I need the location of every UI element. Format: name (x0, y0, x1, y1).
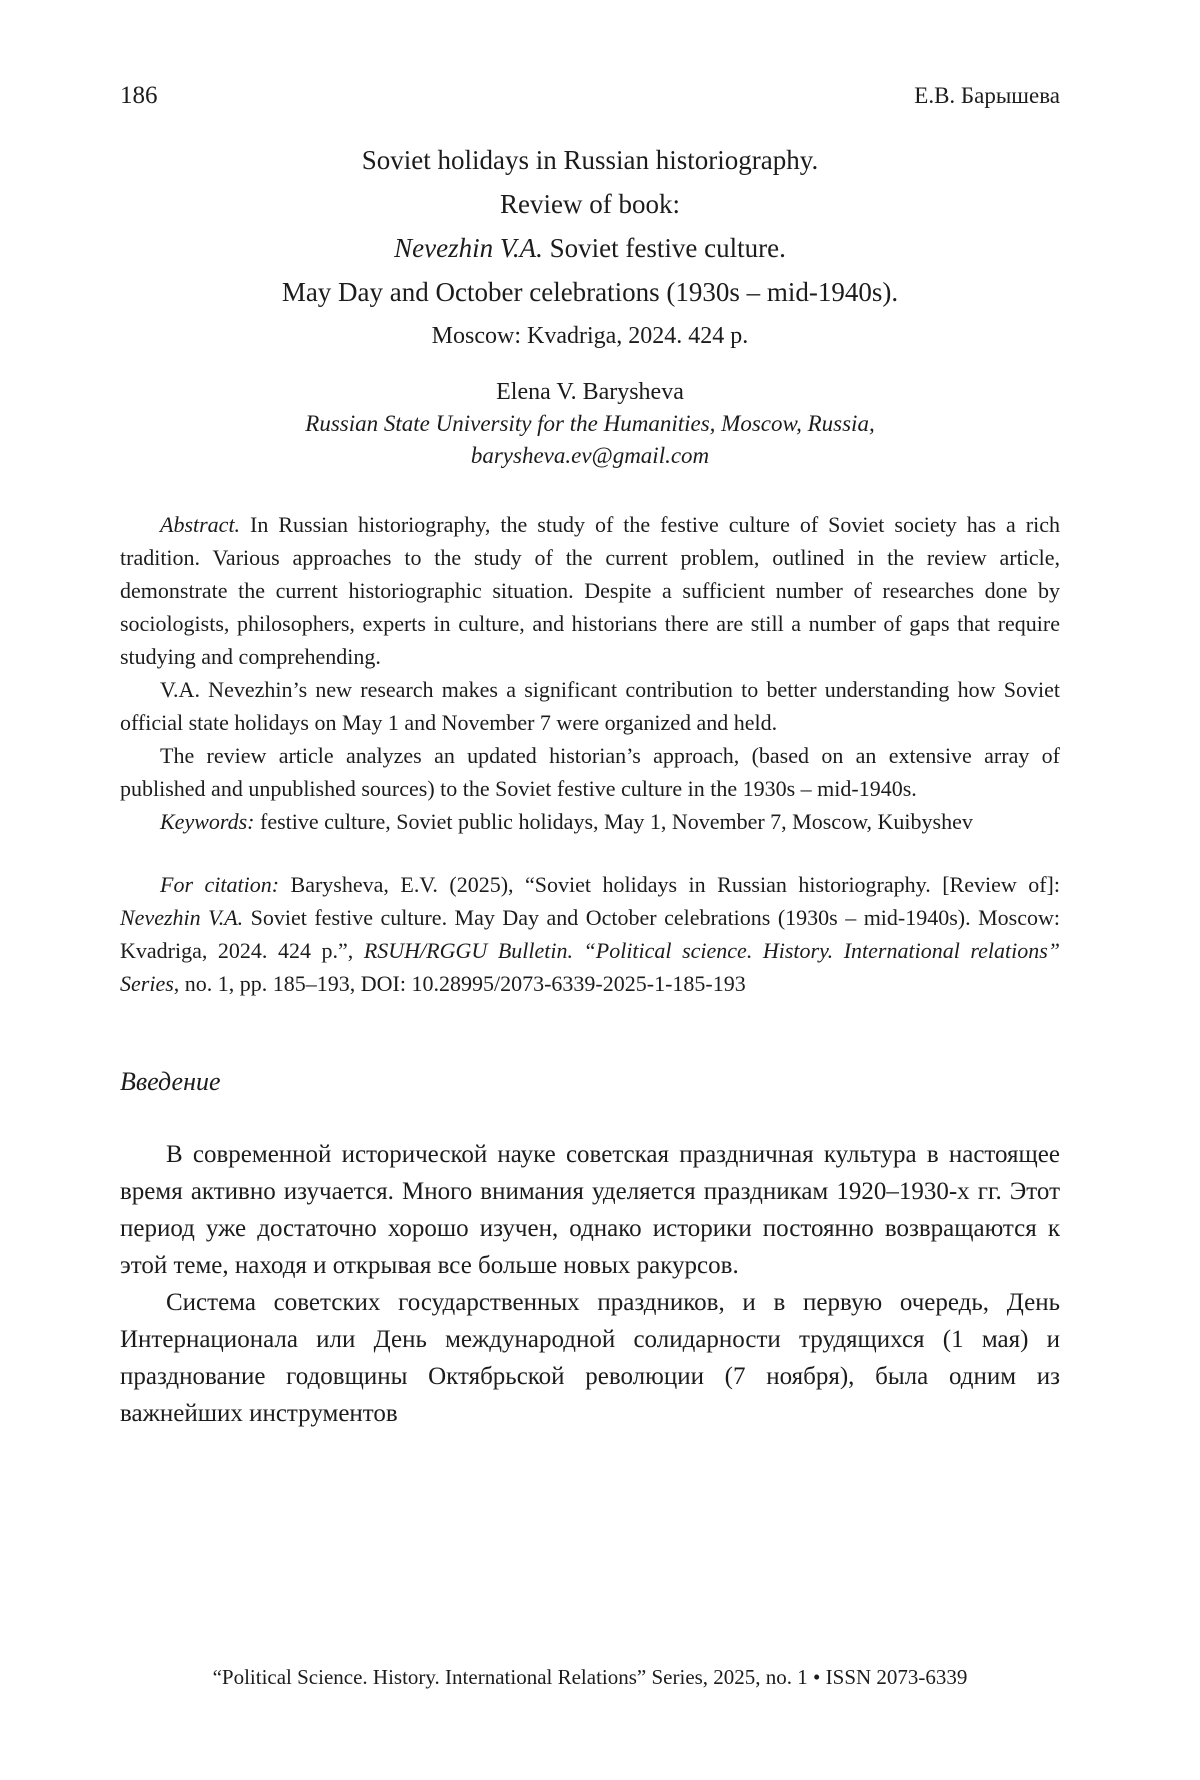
abstract-paragraph-1 (120, 508, 1060, 673)
intro-paragraph-1: В современной исторической науке советская праздничная культура в настоящее время активно изучается. Много внимания уделяется праздникам 1920–1930-х гг. Этот период уже достаточно хорошо изучен, однако историки постоянно возвращаются к этой теме, находя и открывая все больше новых ракурсов. (120, 1141, 1060, 1279)
abstract-paragraph-2: V.A. Nevezhin’s new research makes a significant contribution to better understanding how Soviet official state holidays on May 1 and November 7 were organized and held. (120, 677, 1060, 735)
article-title (120, 138, 1060, 358)
citation-text-1: Barysheva, E.V. (2025), “Soviet holidays in Russian historiography. [Review of]: (279, 872, 1060, 897)
title-line-4: May Day and October celebrations (1930s – mid-1940s). (281, 277, 899, 307)
introduction-section (120, 1136, 1060, 1432)
citation-label: For citation: (160, 872, 280, 897)
abstract-label: Abstract. (160, 512, 241, 537)
running-head-author: Е.В. Барышева (914, 83, 1060, 108)
citation-journal: RSUH/RGGU Bulletin. “Political science. History. International relations” Series (120, 938, 1061, 996)
title-book-name: Soviet festive culture. (542, 233, 786, 263)
author-name: Elena V. Barysheva (496, 379, 684, 405)
journal-footer: “Political Science. History. International Relations” Series, 2025, no. 1 • ISSN 2073-6339 (212, 1665, 968, 1689)
section-heading-introduction: Введение (120, 1067, 221, 1096)
abstract-section (120, 508, 1060, 838)
title-imprint: Moscow: Kvadriga, 2024. 424 p. (431, 323, 749, 349)
title-line-3 (120, 226, 1060, 270)
page-number: 186 (120, 82, 158, 109)
citation-text-3: , no. 1, pp. 185–193, DOI: 10.28995/2073-6339-2025-1-185-193 (173, 971, 746, 996)
title-line-1: Soviet holidays in Russian historiography. (361, 145, 819, 175)
running-header (120, 82, 1060, 110)
author-email: barysheva.ev@gmail.com (470, 443, 710, 468)
abstract-text-1: In Russian historiography, the study of the festive culture of Soviet society has a rich tradition. Various approaches to the study of the current problem, outlined in the review article, demonstrate the current historiographic situation. Despite a sufficient number of researches done by sociologists, philosophers, experts in culture, and historians there are still a number of gaps that require studying and comprehending. (120, 512, 1060, 669)
citation-paragraph (120, 868, 1060, 1000)
author-affiliation: Russian State University for the Humanities, Moscow, Russia, (305, 411, 875, 436)
author-block (120, 376, 1060, 472)
abstract-paragraph-3: The review article analyzes an updated historian’s approach, (based on an extensive array of published and unpublished sources) to the Soviet festive culture in the 1930s – mid-1940s. (120, 743, 1060, 801)
keywords-text: festive culture, Soviet public holidays, May 1, November 7, Moscow, Kuibyshev (254, 809, 973, 834)
keywords-paragraph (120, 805, 1060, 838)
citation-section (120, 868, 1060, 1000)
title-line-2: Review of book: (500, 189, 680, 219)
keywords-label: Keywords: (160, 809, 255, 834)
intro-paragraph-2: Система советских государственных праздников, и в первую очередь, День Интернационала или День международной солидарности трудящихся (1 мая) и празднование годовщины Октябрьской революции (7 ноября), была одним из важнейших инструментов (120, 1289, 1060, 1427)
title-book-author: Nevezhin V.A. (394, 233, 543, 263)
citation-text-2: Soviet festive culture. May Day and October celebrations (1930s – mid-1940s). Moscow: Kvadriga, 2024. 424 p.”, (120, 905, 1060, 963)
citation-book-author: Nevezhin V.A. (120, 905, 244, 930)
